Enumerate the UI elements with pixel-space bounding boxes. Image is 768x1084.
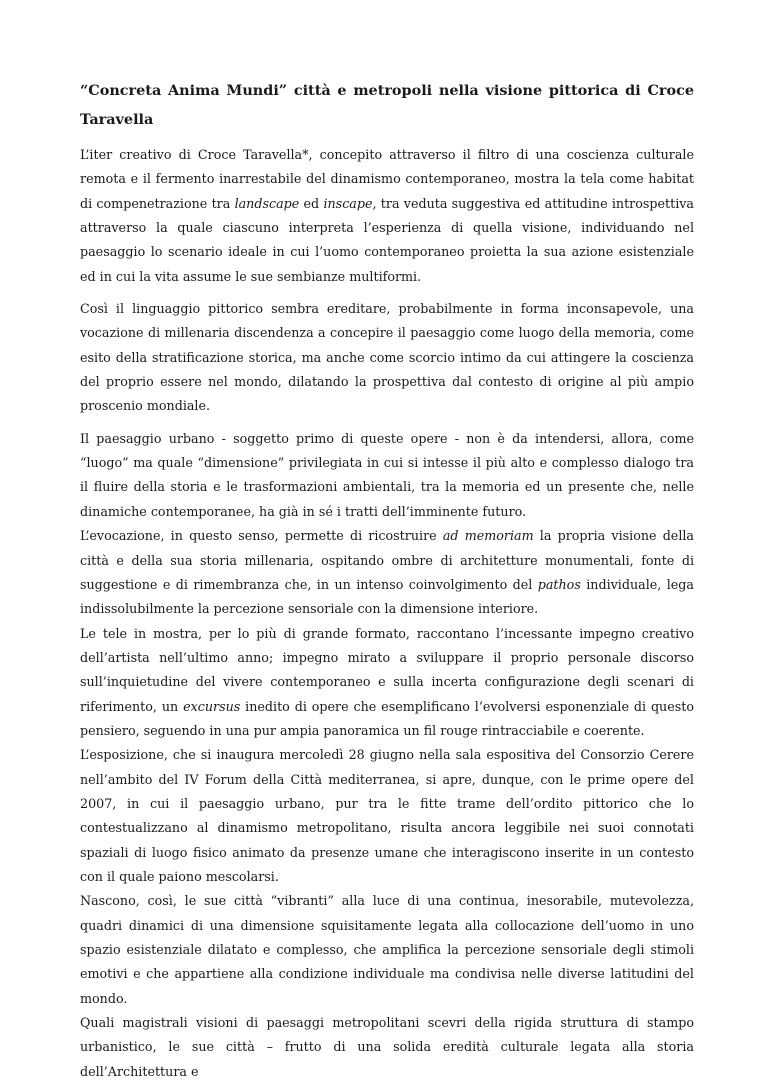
body-paragraph <box>80 143 694 289</box>
italic-term: ad memoriam <box>442 528 534 544</box>
italic-term: inscape <box>323 195 373 211</box>
text-run: L’esposizione, che si inaugura mercoledì 28 giugno nella sala espositiva del Consorzio Cerere nell’ambito del IV Forum della Città mediterranea, si apre, dunque, con le prime opere del 2007, in cui il paesaggio urbano, pur tra le fitte trame dell’ordito pittorico che lo contestualizzano al dinamismo metropolitano, risulta ancora leggibile nei suoi connotati spaziali di luogo fisico animato da presenze umane che interagiscono inserite in un contesto con il quale paiono mescolarsi. <box>80 747 694 884</box>
text-run: Il paesaggio urbano - soggetto primo di queste opere - non è da intendersi, allora, come “luogo” ma quale “dimensione” privilegiata in cui si intesse il più alto e complesso dialogo tra il fluire della storia e le trasformazioni ambientali, tra la memoria ed un presente che, nelle dinamiche contemporanee, ha già in sé i tratti dell’imminente futuro. <box>80 430 694 519</box>
text-run: L’iter creativo di Croce Taravella*, concepito attraverso il filtro di una coscienza culturale remota e il fermento inarrestabile del dinamismo contemporaneo, mostra la tela come habitat di compenetrazione tra <box>80 147 694 211</box>
body-paragraph <box>80 427 694 524</box>
document-page <box>80 76 694 1084</box>
text-run: inedito di opere che esemplificano l’evolversi esponenziale di questo pensiero, seguendo in una pur ampia panoramica un fil rouge rintracciabile e coerente. <box>80 698 694 738</box>
text-run: Così il linguaggio pittorico sembra ereditare, probabilmente in forma inconsapevole, una vocazione di millenaria discendenza a concepire il paesaggio come luogo della memoria, come esito della stratificazione storica, ma anche come scorcio intimo da cui attingere la coscienza del proprio essere nel mondo, dilatando la prospettiva dal contesto di origine al più ampio proscenio mondiale. <box>80 301 694 414</box>
body-paragraph <box>80 889 694 1011</box>
body-paragraph <box>80 524 694 621</box>
body-paragraph <box>80 297 694 419</box>
text-run: Nascono, così, le sue città “vibranti” alla luce di una continua, inesorabile, mutevolezza, quadri dinamici di una dimensione squisitamente legata alla collocazione dell’uomo in uno spazio esistenziale dilatato e complesso, che amplifica la percezione sensoriale degli stimoli emotivi e che appartiene alla condizione individuale ma condivisa nelle diverse latitudini del mondo. <box>80 893 694 1006</box>
text-run: ed <box>299 195 324 211</box>
italic-term: landscape <box>234 195 300 211</box>
text-run: Le tele in mostra, per lo più di grande formato, raccontano l’incessante impegno creativo dell’artista nell’ultimo anno; impegno mirato a sviluppare il proprio personale discorso sull’inquietudine del vivere contemporaneo e sulla incerta configurazione degli scenari di riferimento, un <box>80 625 694 714</box>
body-paragraph <box>80 743 694 889</box>
text-run: L’evocazione, in questo senso, permette di ricostruire <box>80 528 443 544</box>
text-run: Quali magistrali visioni di paesaggi metropolitani scevri della rigida struttura di stampo urbanistico, le sue città – frutto di una solida eredità culturale legata alla storia dell’Architettura e <box>80 1015 694 1079</box>
body-paragraph <box>80 622 694 744</box>
text-run: , tra veduta suggestiva ed attitudine introspettiva attraverso la quale ciascuno interpreta l’esperienza di quella visione, individuando nel paesaggio lo scenario ideale in cui l’uomo contemporaneo proietta la sua azione esistenziale ed in cui la vita assume le sue sembianze multiformi. <box>80 195 694 284</box>
document-body <box>80 143 694 1084</box>
text-run: individuale, lega indissolubilmente la percezione sensoriale con la dimensione interiore. <box>80 576 694 617</box>
body-paragraph <box>80 1011 694 1084</box>
text-run: la propria visione della città e della sua storia millenaria, ospitando ombre di architetture monumentali, fonte di suggestione e di rimembranza che, in un intenso coinvolgimento del <box>80 528 694 592</box>
italic-term: excursus <box>183 698 241 714</box>
document-title: “Concreta Anima Mundi” città e metropoli nella visione pittorica di Croce Taravella <box>80 82 694 128</box>
italic-term: pathos <box>537 576 581 592</box>
